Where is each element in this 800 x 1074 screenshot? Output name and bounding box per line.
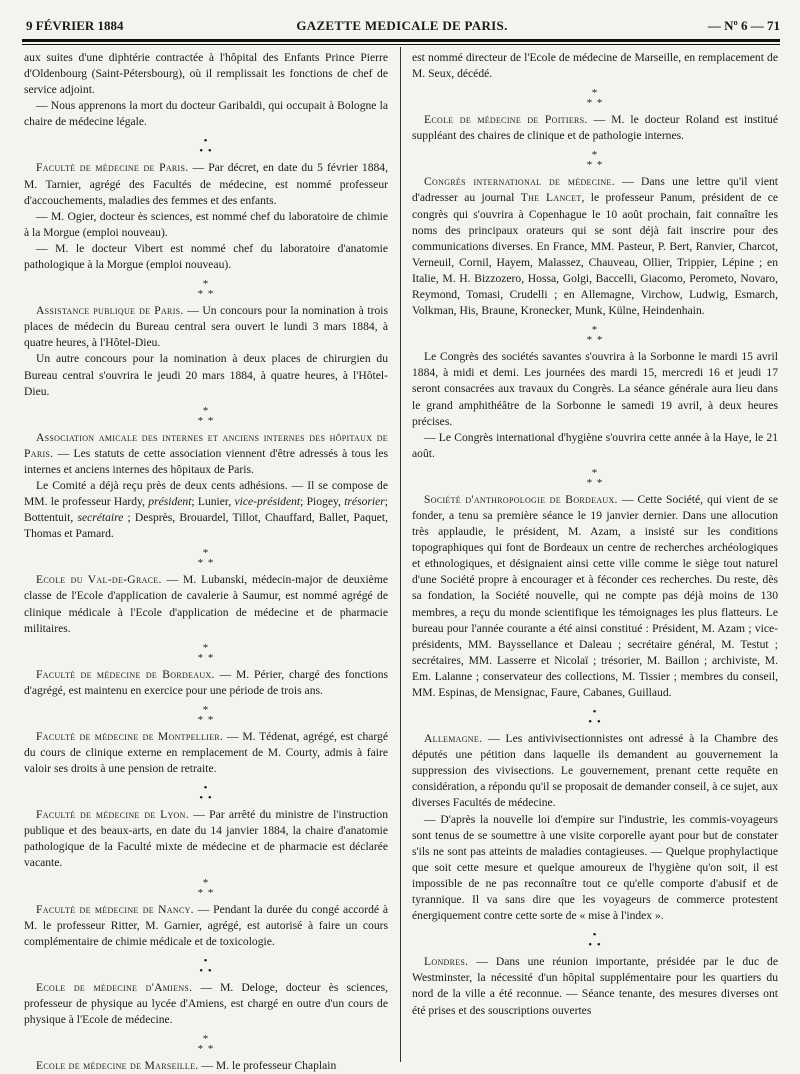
section-heading: Ecole de médecine d'Amiens. <box>36 980 193 994</box>
news-item: Ecole de médecine de Marseille. — M. le professeur Chaplain <box>36 1059 337 1073</box>
section-separator: * * * <box>197 876 215 899</box>
news-item: Société d'anthropologie de Bordeaux. — Cette Société, qui vient de se fonder, a tenu sa première séance le 19 janvier dernier. Dans une allocution très applaudie, le président, M. Azam, a insisté sur les conditions topographiques qui font de Bordeaux un centre de recherches archéologiques et ethnologiques, et désignaient ainsi cette ville comme le siège tout naturel d'une Société propre à encourager et à féconder ces recherches. Du reste, dès sa fondation, la Société nouvelle, qui ne compte pas déjà moins de 130 membres, a reçu du monde scientifique les témoignages les plus flatteurs. Le bureau pour l'année courante a été ainsi constitué : Président, M. Azam ; vice-présidents, MM. Bayssellance et Daleau ; secrétaire général, M. Testut ; secrétaires, MM. Lasserre et Nicolaï ; trésorier, M. Baillon ; archiviste, M. Em. Lalanne ; conservateur des collections, M. Tissier ; membres du conseil, MM. Espinas, de Mensignac, Faure, Cabanes, Guillaud. <box>412 492 778 699</box>
news-item: Faculté de médecine de Lyon. — Par arrêté du ministre de l'instruction publique et des beaux-arts, en date du 14 janvier 1884, la chaire d'anatomie pathologique de la Faculté mixte de médecine et de pharmacie est déclarée vacante. <box>24 808 388 870</box>
journal-title: GAZETTE MEDICALE DE PARIS. <box>296 18 508 33</box>
news-item: Assistance publique de Paris. — Un concours pour la nomination à trois places de médecin du Bureau central sera ouvert le lundi 3 mars 1884, à quatre heures, à l'Hôtel-Dieu. <box>24 304 388 350</box>
paragraph: — M. le docteur Vibert est nommé chef du laboratoire d'anatomie pathologique à la Morgue (emploi nouveau). <box>24 241 388 272</box>
section-heading: Londres. <box>424 955 469 969</box>
news-item: Association amicale des internes et anciens internes des hôpitaux de Paris. — Les statuts de cette association viennent d'être adressés à tous les internes et anciens internes des hôpitaux de Paris. <box>24 430 388 476</box>
news-item: Ecole du Val-de-Grace. — M. Lubanski, médecin-major de deuxième classe de l'Ecole d'application de cavalerie à Saumur, est nommé agrégé de clinique médicale à l'Ecole d'application de médecine et de pharmacie militaires. <box>24 573 388 635</box>
section-separator: * * * <box>197 278 215 301</box>
section-heading: Ecole de médecine de Poitiers. <box>424 113 588 127</box>
right-column <box>412 50 778 1019</box>
section-separator: • • • <box>199 954 213 977</box>
section-heading: Association amicale des internes et anciens internes des hôpitaux de Paris. <box>24 430 388 460</box>
news-item: Faculté de médecine de Montpellier. — M. Tédenat, agrégé, est chargé du cours de clinique externe en remplacement de M. Courty, admis à faire valoir ses droits à une pension de retraite. <box>24 729 388 776</box>
section-heading: Congrès international de médecine. <box>424 175 615 189</box>
news-item: Congrès international de médecine. — Dans une lettre qu'il vient d'adresser au journal The Lancet, le professeur Panum, président de ce congrès qui s'ouvrira à Copenhague le 10 août prochain, fait connaître les noms des principaux orateurs qui se sont déjà fait inscrire pour des communications diverses. En France, MM. Pasteur, P. Bert, Ranvier, Charcot, Verneuil, Cornil, Hayem, Malassez, Chauveau, Ollier, Trippier, Lépine ; en Italie, M. H. Bizzozero, Hossa, Golgi, Baccelli, Giacomo, Perometo, Novaro, Reymond, Tomasi, Crudelli ; en Allemagne, Virchow, Ludwig, Esmarch, Volkman, His, Braune, Kronecker, Munk, Külne, Heindenhain. <box>412 175 779 318</box>
section-heading: Faculté de médecine de Nancy. <box>36 902 194 916</box>
news-item: Faculté de médecine de Nancy. — Pendant la durée du congé accordé à M. le professeur Ritter, M. Garnier, agrégé, est autorisé à faire un cours complémentaire de chimie médicale et de toxicologie. <box>24 902 388 948</box>
section-heading: Société d'anthropologie de Bordeaux. <box>424 492 618 506</box>
news-item: Allemagne. — Les antivivisectionnistes ont adressé à la Chambre des députés une pétition dans laquelle ils demandent au gouvernement la suppression des vivisections. Le gouvernement, prenant cette requête en considération, a répondu qu'il se proposait de demander conseil, à ce sujet, aux diverses Facultés de médecine. <box>412 732 778 810</box>
section-separator: * * * <box>197 547 215 570</box>
paragraph: — Le Congrès international d'hygiène s'ouvrira cette année à la Haye, le 21 août. <box>412 430 778 460</box>
news-item: Ecole de médecine d'Amiens. — M. Deloge, docteur ès sciences, professeur de physique au lycée d'Amiens, est chargé en outre d'un cours de physique à l'Ecole de médecine. <box>24 980 388 1027</box>
section-heading: Ecole de médecine de Marseille. <box>36 1059 199 1073</box>
section-separator: • • • <box>588 706 602 729</box>
section-separator: • • • <box>588 929 602 952</box>
section-separator: * * * <box>197 404 215 427</box>
page-header <box>22 14 782 36</box>
left-column <box>24 50 388 1074</box>
section-heading: Ecole du Val-de-Grace. <box>36 573 162 587</box>
paragraph: — M. Ogier, docteur ès sciences, est nommé chef du laboratoire de chimie à la Morgue (emploi nouveau). <box>24 209 388 239</box>
paragraph: Le Comité a déjà reçu près de deux cents adhésions. — Il se compose de MM. le professeur Hardy, président; Lunier, vice-président; Piogey, trésorier; Bottentuit, secrétaire ; Desprès, Brouardel, Tillot, Chauffard, Ballet, Paquet, Thomas et Pamard. <box>24 478 389 541</box>
section-separator: * * * <box>197 703 215 726</box>
section-separator: * * * <box>586 466 604 489</box>
paragraph: est nommé directeur de l'Ecole de médecine de Marseille, en remplacement de M. Seux, décédé. <box>412 51 778 81</box>
news-item: Faculté de médecine de Bordeaux. — M. Périer, chargé des fonctions d'agrégé, est maintenu en exercice pour une période de trois ans. <box>24 667 389 697</box>
header-rule-thick <box>22 39 780 42</box>
news-item: Faculté de médecine de Paris. — Par décret, en date du 5 février 1884, M. Tarnier, agrégé des Facultés de médecine, est nommé professeur d'accouchements, maladies des femmes et des enfants. <box>24 161 388 207</box>
column-divider <box>400 47 401 1062</box>
section-separator: * * * <box>197 641 215 664</box>
paragraph: — Nous apprenons la mort du docteur Garibaldi, qui occupait à Bologne la chaire de médecine légale. <box>24 99 388 129</box>
section-heading: Faculté de médecine de Montpellier. <box>36 729 224 743</box>
section-heading: Faculté de médecine de Paris. <box>36 161 189 175</box>
paragraph: aux suites d'une diphtérie contractée à l'hôpital des Enfants Prince Pierre d'Oldenbourg (Saint-Pétersbourg), où il remplissait les fonctions de chef de service adjoint. <box>24 51 388 97</box>
header-rule-thin <box>22 44 780 45</box>
news-item: Londres. — Dans une réunion importante, présidée par le duc de Westminster, la nécessité d'un hôpital supplémentaire pour les quartiers du nord de la ville a été reconnue. — Séance tenante, des mesures diverses ont été prises et des souscriptions ouvertes <box>412 955 778 1017</box>
section-separator: * * * <box>586 149 604 172</box>
section-separator: * * * <box>586 87 604 110</box>
section-heading: Faculté de médecine de Bordeaux. <box>36 667 215 681</box>
paragraph: Un autre concours pour la nomination à deux places de chirurgien du Bureau central s'ouvrira le jeudi 20 mars 1884, à quatre heures, à l'Hôtel-Dieu. <box>24 352 388 398</box>
news-item: Ecole de médecine de Poitiers. — M. le docteur Roland est institué suppléant des chaires de clinique et de pathologie internes. <box>412 113 778 143</box>
section-heading: Assistance publique de Paris. <box>36 304 184 318</box>
section-heading: Faculté de médecine de Lyon. <box>36 808 189 822</box>
section-separator: • • • <box>199 782 213 805</box>
issue-page-number: — Nº 6 — 71 <box>707 18 780 33</box>
paragraph: Le Congrès des sociétés savantes s'ouvrira à la Sorbonne le mardi 15 avril 1884, à midi et demi. Les journées des mardi 15, mercredi 16 et jeudi 17 seront consacrées aux travaux du Congrès. La séance générale aura lieu dans le grand amphithéâtre de la Sorbonne le samedi 19 avril, à deux heures précises. <box>412 350 778 428</box>
paragraph: — D'après la nouvelle loi d'empire sur l'industrie, les commis-voyageurs sont tenus de se soumettre à une visite corporelle ayant pour but de constater s'ils ne sont pas atteints de maladies contagieuses. — Quelque prophylactique que soit cette mesure et quelque amoureux de l'hygiène qu'on soit, il est impossible de ne pas reconnaître tout ce qu'elle comporte d'abusif et de tyrannique. Il va sans dire que les voyageurs de commerce protestent énergiquement contre cette sorte de « mise à l'index ». <box>412 812 778 923</box>
section-separator: * * * <box>586 324 604 347</box>
issue-date: 9 FÉVRIER 1884 <box>26 18 124 33</box>
section-heading: Allemagne. <box>424 732 483 746</box>
section-separator: • • • <box>199 135 213 158</box>
section-separator: * * * <box>197 1033 215 1056</box>
